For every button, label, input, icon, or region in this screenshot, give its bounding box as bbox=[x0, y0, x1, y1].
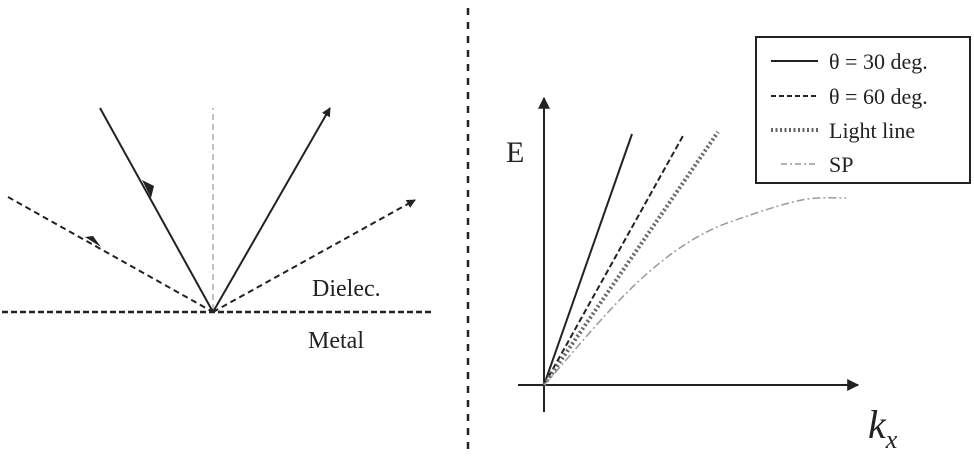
x-axis-label-main: k bbox=[868, 402, 886, 447]
y-axis-label: E bbox=[506, 136, 525, 169]
curve-theta-60deg bbox=[544, 134, 684, 385]
curve-theta-30deg bbox=[544, 134, 632, 385]
dielectric-label: Dielec. bbox=[312, 276, 381, 302]
legend-label-sp: SP bbox=[829, 152, 854, 177]
x-axis-label bbox=[868, 402, 898, 454]
legend bbox=[756, 37, 970, 183]
legend-label-light-line: Light line bbox=[829, 118, 916, 143]
reflection-diagram bbox=[2, 108, 432, 354]
curve-surface-plasmon bbox=[544, 198, 846, 385]
legend-label-theta-60deg: θ = 60 deg. bbox=[829, 84, 928, 109]
curve-light-line bbox=[544, 132, 718, 385]
x-axis-label-sub: x bbox=[885, 425, 898, 454]
metal-label: Metal bbox=[308, 328, 364, 354]
legend-label-theta-30deg: θ = 30 deg. bbox=[829, 49, 928, 74]
